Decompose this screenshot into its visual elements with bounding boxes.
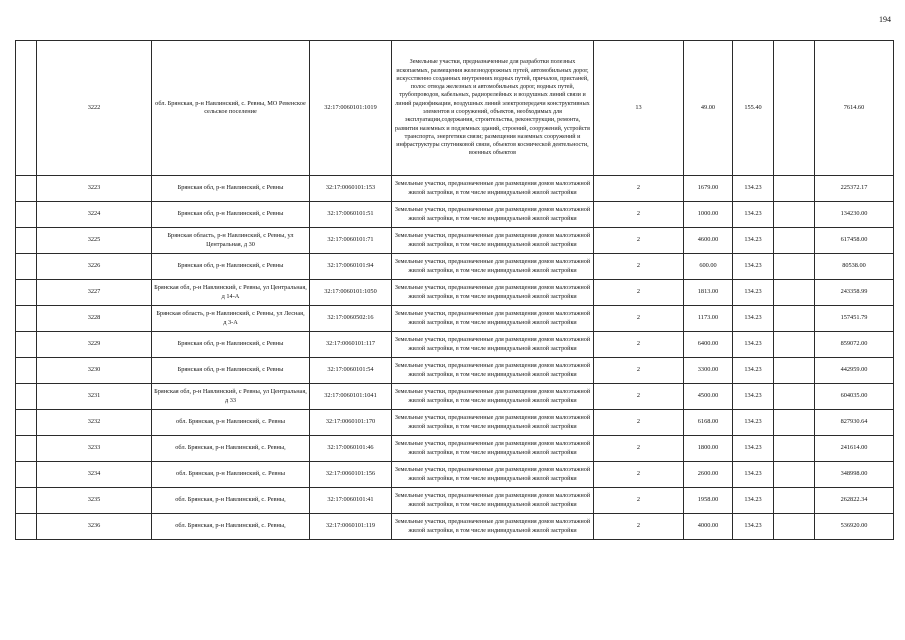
specific-value-cell: 134.23: [733, 202, 774, 228]
land-use-cell: Земельные участки, предназначенные для размещения домов малоэтажной жилой застройки, в том числе индивидуальной жилой застройки: [392, 358, 594, 384]
cadastral-number-cell: 32:17:0060101:94: [310, 254, 392, 280]
land-use-cell: Земельные участки, предназначенные для размещения домов малоэтажной жилой застройки, в том числе индивидуальной жилой застройки: [392, 254, 594, 280]
table-row: [16, 228, 894, 254]
cadastral-value-cell: 157451.79: [815, 306, 894, 332]
area-cell: 6168.00: [684, 410, 733, 436]
address-cell: Брянская обл, р-н Навлинский, с Ревны, ул Центральная, д 14-А: [152, 280, 310, 306]
blank-cell: [774, 332, 815, 358]
address-cell: Брянская область, р-н Навлинский, с Ревны, ул Лесная, д 3-А: [152, 306, 310, 332]
cadastral-value-cell: 348998.00: [815, 462, 894, 488]
specific-value-cell: 134.23: [733, 254, 774, 280]
group-cell: 2: [594, 176, 684, 202]
land-use-cell: Земельные участки, предназначенные для размещения домов малоэтажной жилой застройки, в том числе индивидуальной жилой застройки: [392, 280, 594, 306]
specific-value-cell: 134.23: [733, 332, 774, 358]
row-number: 3223: [37, 176, 152, 202]
row-number: 3229: [37, 332, 152, 358]
row-number: 3232: [37, 410, 152, 436]
group-cell: 2: [594, 228, 684, 254]
blank-cell: [774, 488, 815, 514]
land-use-cell: Земельные участки, предназначенные для размещения домов малоэтажной жилой застройки, в том числе индивидуальной жилой застройки: [392, 332, 594, 358]
blank-cell: [774, 254, 815, 280]
area-cell: 2600.00: [684, 462, 733, 488]
blank-cell: [774, 462, 815, 488]
row-number: 3226: [37, 254, 152, 280]
area-cell: 4500.00: [684, 384, 733, 410]
area-cell: 600.00: [684, 254, 733, 280]
specific-value-cell: 134.23: [733, 514, 774, 540]
blank-cell: [16, 306, 37, 332]
blank-cell: [16, 514, 37, 540]
table-row: [16, 254, 894, 280]
address-cell: Брянская обл, р-н Навлинский, с Ревны: [152, 332, 310, 358]
area-cell: 1000.00: [684, 202, 733, 228]
row-number: 3224: [37, 202, 152, 228]
row-number: 3230: [37, 358, 152, 384]
group-cell: 2: [594, 410, 684, 436]
table-row: [16, 384, 894, 410]
cadastral-value-cell: 617458.00: [815, 228, 894, 254]
table-row: [16, 358, 894, 384]
table-row: [16, 306, 894, 332]
blank-cell: [16, 384, 37, 410]
specific-value-cell: 134.23: [733, 384, 774, 410]
address-cell: обл. Брянская, р-н Навлинский, с. Ревны,: [152, 488, 310, 514]
specific-value-cell: 134.23: [733, 306, 774, 332]
specific-value-cell: 134.23: [733, 176, 774, 202]
group-cell: 13: [594, 41, 684, 176]
blank-cell: [774, 384, 815, 410]
group-cell: 2: [594, 488, 684, 514]
blank-cell: [774, 358, 815, 384]
cadastral-number-cell: 32:17:0060101:1019: [310, 41, 392, 176]
blank-cell: [774, 228, 815, 254]
address-cell: Брянская обл, р-н Навлинский, с Ревны: [152, 176, 310, 202]
group-cell: 2: [594, 332, 684, 358]
row-number: 3236: [37, 514, 152, 540]
specific-value-cell: 134.23: [733, 280, 774, 306]
row-number: 3234: [37, 462, 152, 488]
specific-value-cell: 134.23: [733, 358, 774, 384]
address-cell: Брянская обл, р-н Навлинский, с Ревны: [152, 358, 310, 384]
cadastral-number-cell: 32:17:0060101:119: [310, 514, 392, 540]
specific-value-cell: 134.23: [733, 228, 774, 254]
table-row: [16, 280, 894, 306]
row-number: 3231: [37, 384, 152, 410]
table-row: [16, 436, 894, 462]
cadastral-value-cell: 225372.17: [815, 176, 894, 202]
row-number: 3233: [37, 436, 152, 462]
address-cell: обл. Брянская, р-н Навлинский, с. Ревны,: [152, 436, 310, 462]
cadastral-value-cell: 7614.60: [815, 41, 894, 176]
land-use-cell: Земельные участки, предназначенные для размещения домов малоэтажной жилой застройки, в том числе индивидуальной жилой застройки: [392, 384, 594, 410]
area-cell: 1813.00: [684, 280, 733, 306]
cadastral-value-cell: 243358.99: [815, 280, 894, 306]
cadastral-value-cell: 859072.00: [815, 332, 894, 358]
area-cell: 1173.00: [684, 306, 733, 332]
land-use-cell: Земельные участки, предназначенные для размещения домов малоэтажной жилой застройки, в том числе индивидуальной жилой застройки: [392, 462, 594, 488]
blank-cell: [16, 332, 37, 358]
blank-cell: [16, 410, 37, 436]
group-cell: 2: [594, 514, 684, 540]
specific-value-cell: 134.23: [733, 436, 774, 462]
blank-cell: [16, 358, 37, 384]
cadastral-number-cell: 32:17:0060101:46: [310, 436, 392, 462]
land-use-cell: Земельные участки, предназначенные для размещения домов малоэтажной жилой застройки, в том числе индивидуальной жилой застройки: [392, 436, 594, 462]
cadastral-value-cell: 827930.64: [815, 410, 894, 436]
specific-value-cell: 134.23: [733, 410, 774, 436]
land-use-cell: Земельные участки, предназначенные для размещения домов малоэтажной жилой застройки, в том числе индивидуальной жилой застройки: [392, 514, 594, 540]
cadastral-value-cell: 442959.00: [815, 358, 894, 384]
table-row: [16, 202, 894, 228]
blank-cell: [16, 41, 37, 176]
table-row: [16, 410, 894, 436]
cadastral-value-cell: 536920.00: [815, 514, 894, 540]
address-cell: обл. Брянская, р-н Навлинский, с. Ревны: [152, 462, 310, 488]
cadastral-number-cell: 32:17:0060101:54: [310, 358, 392, 384]
specific-value-cell: 155.40: [733, 41, 774, 176]
area-cell: 6400.00: [684, 332, 733, 358]
group-cell: 2: [594, 254, 684, 280]
table-row: [16, 332, 894, 358]
area-cell: 4600.00: [684, 228, 733, 254]
group-cell: 2: [594, 202, 684, 228]
group-cell: 2: [594, 384, 684, 410]
row-number: 3227: [37, 280, 152, 306]
cadastral-number-cell: 32:17:0060101:170: [310, 410, 392, 436]
cadastral-value-table: [15, 40, 894, 540]
page-number: 194: [879, 15, 891, 24]
cadastral-number-cell: 32:17:0060101:153: [310, 176, 392, 202]
cadastral-number-cell: 32:17:0060101:71: [310, 228, 392, 254]
land-use-cell: Земельные участки, предназначенные для размещения домов малоэтажной жилой застройки, в том числе индивидуальной жилой застройки: [392, 228, 594, 254]
blank-cell: [774, 514, 815, 540]
area-cell: 49.00: [684, 41, 733, 176]
land-use-cell: Земельные участки, предназначенные для размещения домов малоэтажной жилой застройки, в том числе индивидуальной жилой застройки: [392, 410, 594, 436]
area-cell: 3300.00: [684, 358, 733, 384]
blank-cell: [774, 306, 815, 332]
table-row: [16, 462, 894, 488]
address-cell: Брянская обл, р-н Навлинский, с Ревны, ул Центральная, д 33: [152, 384, 310, 410]
cadastral-number-cell: 32:17:0060101:156: [310, 462, 392, 488]
table-row: [16, 514, 894, 540]
row-number: 3235: [37, 488, 152, 514]
blank-cell: [16, 280, 37, 306]
table-row: [16, 41, 894, 176]
group-cell: 2: [594, 306, 684, 332]
cadastral-value-cell: 262822.34: [815, 488, 894, 514]
blank-cell: [774, 410, 815, 436]
cadastral-number-cell: 32:17:0060101:1050: [310, 280, 392, 306]
cadastral-value-cell: 80538.00: [815, 254, 894, 280]
cadastral-number-cell: 32:17:0060101:41: [310, 488, 392, 514]
table-body: [16, 41, 894, 540]
group-cell: 2: [594, 280, 684, 306]
blank-cell: [774, 41, 815, 176]
row-number: 3222: [37, 41, 152, 176]
area-cell: 1958.00: [684, 488, 733, 514]
area-cell: 1679.00: [684, 176, 733, 202]
cadastral-number-cell: 32:17:0060502:16: [310, 306, 392, 332]
blank-cell: [774, 202, 815, 228]
blank-cell: [774, 176, 815, 202]
blank-cell: [16, 436, 37, 462]
land-use-cell: Земельные участки, предназначенные для размещения домов малоэтажной жилой застройки, в том числе индивидуальной жилой застройки: [392, 306, 594, 332]
land-use-cell: Земельные участки, предназначенные для размещения домов малоэтажной жилой застройки, в том числе индивидуальной жилой застройки: [392, 176, 594, 202]
row-number: 3225: [37, 228, 152, 254]
land-use-cell: Земельные участки, предназначенные для разработки полезных ископаемых, размещения железнодорожных путей, автомобильных дорог, искусственно созданных внутренних водных путей, причалов, пристаней, полос отвода железных и автомобильных дорог, водных путей, трубопроводов, кабельных, радиорелейных и воздушных линий связи и линий радиофикации, воздушных линий электропередачи конструктивных элементов и сооружений, объектов, необходимых для эксплуатации,содержания, строительства, реконструкции, ремонта, развития наземных и подземных зданий, строений, сооружений, устройств транспорта, энергетики связи; размещения наземных сооружений и инфраструктуры спутниковой связи, объектов космической деятельности, военных объектов: [392, 41, 594, 176]
table-row: [16, 176, 894, 202]
address-cell: обл. Брянская, р-н Навлинский, с. Ревны: [152, 410, 310, 436]
group-cell: 2: [594, 436, 684, 462]
address-cell: обл. Брянская, р-н Навлинский, с. Ревны,: [152, 514, 310, 540]
row-number: 3228: [37, 306, 152, 332]
blank-cell: [774, 280, 815, 306]
land-use-cell: Земельные участки, предназначенные для размещения домов малоэтажной жилой застройки, в том числе индивидуальной жилой застройки: [392, 202, 594, 228]
cadastral-value-cell: 604035.00: [815, 384, 894, 410]
address-cell: Брянская обл, р-н Навлинский, с Ревны: [152, 202, 310, 228]
area-cell: 4000.00: [684, 514, 733, 540]
blank-cell: [16, 228, 37, 254]
blank-cell: [16, 202, 37, 228]
cadastral-value-cell: 241614.00: [815, 436, 894, 462]
table-row: [16, 488, 894, 514]
cadastral-number-cell: 32:17:0060101:51: [310, 202, 392, 228]
blank-cell: [16, 488, 37, 514]
cadastral-number-cell: 32:17:0060101:1041: [310, 384, 392, 410]
group-cell: 2: [594, 358, 684, 384]
group-cell: 2: [594, 462, 684, 488]
cadastral-number-cell: 32:17:0060101:117: [310, 332, 392, 358]
cadastral-value-cell: 134230.00: [815, 202, 894, 228]
address-cell: обл. Брянская, р-н Навлинский, с. Ревны, МО Ревенское сельское поселение: [152, 41, 310, 176]
blank-cell: [16, 176, 37, 202]
land-use-cell: Земельные участки, предназначенные для размещения домов малоэтажной жилой застройки, в том числе индивидуальной жилой застройки: [392, 488, 594, 514]
area-cell: 1800.00: [684, 436, 733, 462]
address-cell: Брянская область, р-н Навлинский, с Ревны, ул Центральная, д 30: [152, 228, 310, 254]
specific-value-cell: 134.23: [733, 462, 774, 488]
address-cell: Брянская обл, р-н Навлинский, с Ревны: [152, 254, 310, 280]
blank-cell: [16, 462, 37, 488]
specific-value-cell: 134.23: [733, 488, 774, 514]
blank-cell: [774, 436, 815, 462]
blank-cell: [16, 254, 37, 280]
